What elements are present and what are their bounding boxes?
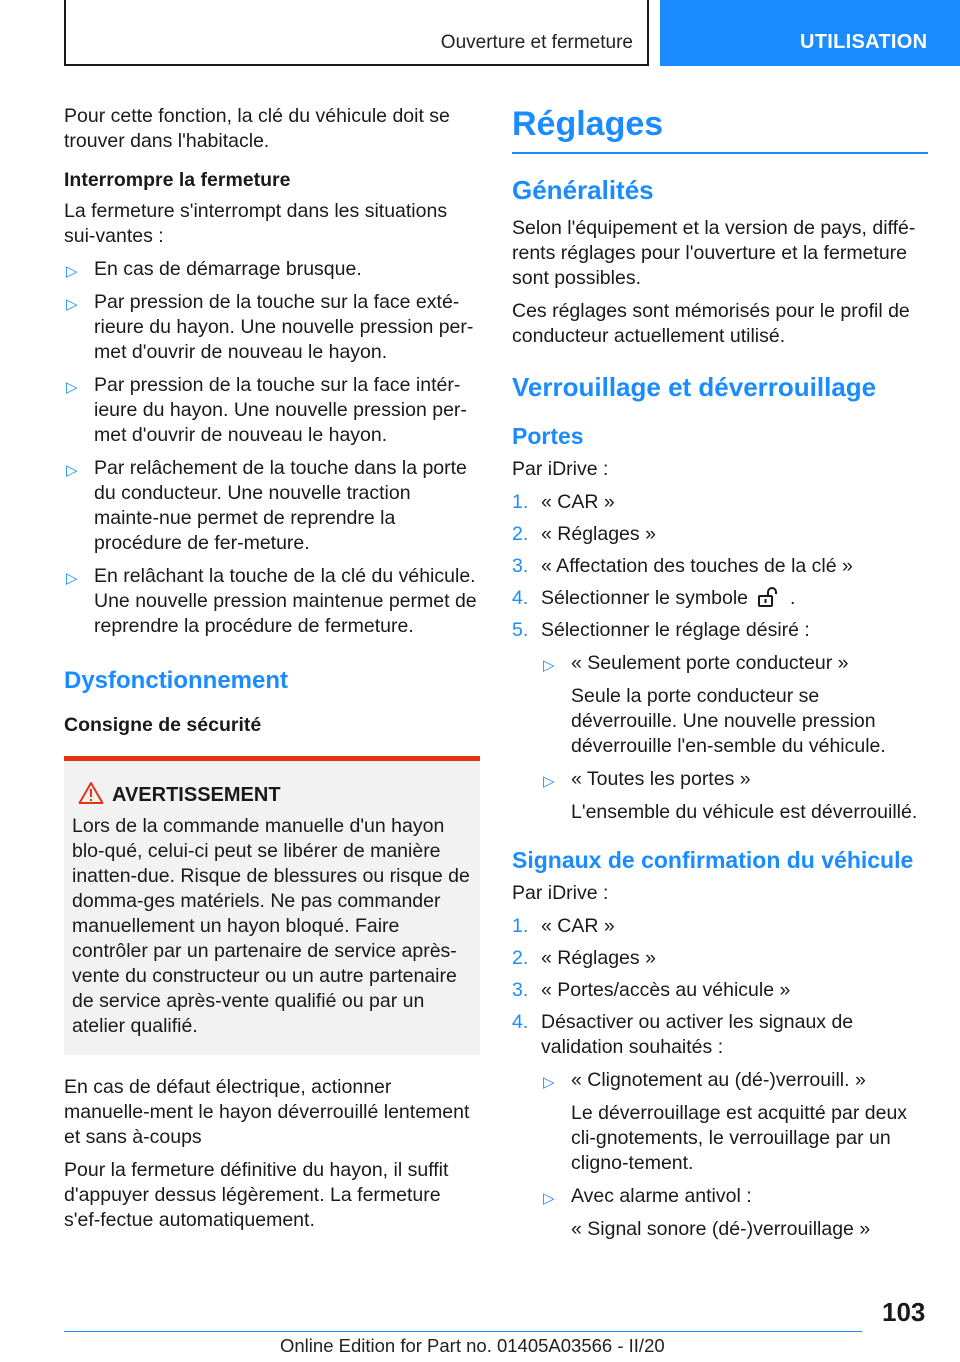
header-chapter-label: UTILISATION — [800, 31, 928, 53]
warning-text: Lors de la commande manuelle d'un hayon blo-qué, celui-ci peut se libérer de manière inatten-due. Risque de blessures ou risque de domma-ges matériels. Ne pas commander manuellement un hayon bloqué. Faire contrôler par un partenaire de service après-vente du constructeur ou un autre partenaire de service après-vente qualifié ou par un atelier qualifié. — [72, 815, 470, 1037]
interrupt-list — [64, 257, 480, 639]
list-item: 1. « CAR » — [512, 915, 615, 937]
warning-triangle-icon — [78, 781, 104, 805]
triangle-right-icon: ▷ — [66, 296, 78, 313]
list-item: 4. Désactiver ou activer les signaux de validation souhaités : ▷ « Clignotement au (dé-)verrouill. » Le déverrouillage est acquitté par deux cli-gnotements, le verrouillage par un cligno-tement. ▷ Avec alarme antivol : « Signal sonore (dé-)verrouillage » — [512, 1010, 928, 1242]
safety-heading: Consigne de sécurité — [64, 714, 262, 736]
electric-paragraph: En cas de défaut électrique, actionner manuelle-ment le hayon déverrouillé lentement et sans à-coups — [64, 1076, 470, 1148]
triangle-right-icon: ▷ — [543, 773, 555, 790]
general-paragraph-2: Ces réglages sont mémorisés pour le profil de conducteur actuellement utilisé. — [512, 300, 910, 347]
warning-title: AVERTISSEMENT — [72, 783, 472, 808]
doors-heading: Portes — [512, 423, 584, 449]
list-item: ▷ Avec alarme antivol : « Signal sonore (dé-)verrouillage » — [543, 1185, 871, 1240]
unlock-icon — [756, 586, 782, 608]
list-item: ▷ « Clignotement au (dé-)verrouill. » Le déverrouillage est acquitté par deux cli-gnotements, le verrouillage par un cligno-tement. — [543, 1069, 908, 1174]
general-heading: Généralités — [512, 175, 654, 205]
header-section-title: Ouverture et fermeture — [440, 32, 633, 53]
lock-heading: Verrouillage et déverrouillage — [512, 372, 877, 402]
signals-intro: Par iDrive : — [512, 882, 609, 904]
header-chapter-tab — [660, 0, 960, 66]
triangle-right-icon: ▷ — [543, 657, 555, 674]
page-number: 103 — [882, 1297, 926, 1327]
list-item: ▷ « Seulement porte conducteur » Seule la porte conducteur se déverrouille. Une nouvelle pression déverrouille l'en-semble du véhicule. — [543, 652, 886, 757]
signals-steps — [512, 914, 928, 1242]
general-paragraph-1: Selon l'équipement et la version de pays, diffé-rents réglages pour l'ouverture et la fermeture sont possibles. — [512, 217, 916, 289]
list-item: 2. « Réglages » — [512, 947, 656, 969]
list-item: ▷ Par pression de la touche sur la face exté-rieure du hayon. Une nouvelle pression per-met d'ouvrir de nouveau le hayon. — [66, 291, 474, 363]
list-item: ▷ « Toutes les portes » L'ensemble du véhicule est déverrouillé. — [543, 768, 918, 823]
interrupt-paragraph: La fermeture s'interrompt dans les situations sui-vantes : — [64, 200, 448, 247]
malfunction-heading: Dysfonctionnement — [64, 667, 289, 694]
signals-heading: Signaux de confirmation du véhicule — [512, 847, 914, 873]
triangle-right-icon: ▷ — [543, 1074, 555, 1091]
footer-edition-text: Online Edition for Part no. 01405A03566 - II/20 — [280, 1335, 665, 1356]
doors-intro: Par iDrive : — [512, 458, 609, 480]
list-item: ▷ Par pression de la touche sur la face intér-ieure du hayon. Une nouvelle pression per-met d'ouvrir de nouveau le hayon. — [66, 374, 467, 446]
triangle-right-icon: ▷ — [66, 263, 78, 280]
intro-paragraph: Pour cette fonction, la clé du véhicule doit se trouver dans l'habitacle. — [64, 105, 450, 152]
interrupt-heading: Interrompre la fermeture — [64, 169, 291, 191]
warning-box — [64, 756, 480, 1055]
footer-divider — [64, 1331, 862, 1332]
signals-options — [541, 1068, 928, 1242]
page-title: Réglages — [512, 104, 928, 154]
right-column — [512, 104, 928, 1250]
triangle-right-icon: ▷ — [66, 379, 78, 396]
list-item: ▷ En cas de démarrage brusque. — [64, 257, 480, 282]
left-column — [64, 104, 480, 1241]
list-item: 5. Sélectionner le réglage désiré : ▷ « Seulement porte conducteur » Seule la porte conducteur se déverrouille. Une nouvelle pression déverrouille l'en-semble du véhicule. ▷ « Toutes les portes » L'ensemble du véhicule est déverrouillé. — [512, 618, 928, 825]
list-item: 2. « Réglages » — [512, 523, 656, 545]
list-item: 1. « CAR » — [512, 491, 615, 513]
footer-edition — [280, 1333, 665, 1358]
doors-steps — [512, 490, 928, 825]
header-section-box — [64, 0, 649, 66]
list-item: 3. « Affectation des touches de la clé » — [512, 555, 853, 577]
list-item: ▷ Par relâchement de la touche dans la porte du conducteur. Une nouvelle traction mainte-nue permet de reprendre la procédure de fer-meture. — [66, 457, 467, 554]
final-paragraph: Pour la fermeture définitive du hayon, il suffit d'appuyer dessus légèrement. La fermeture s'ef-fectue automatiquement. — [64, 1159, 449, 1231]
list-item: ▷ En relâchant la touche de la clé du véhicule. Une nouvelle pression maintenue permet de reprendre la procédure de fermeture. — [66, 565, 477, 637]
list-item: 3. « Portes/accès au véhicule » — [512, 979, 791, 1001]
triangle-right-icon: ▷ — [66, 570, 78, 587]
list-item: 4. Sélectionner le symbole . — [512, 587, 796, 609]
doors-options — [541, 651, 928, 825]
triangle-right-icon: ▷ — [66, 462, 78, 479]
triangle-right-icon: ▷ — [543, 1190, 555, 1207]
